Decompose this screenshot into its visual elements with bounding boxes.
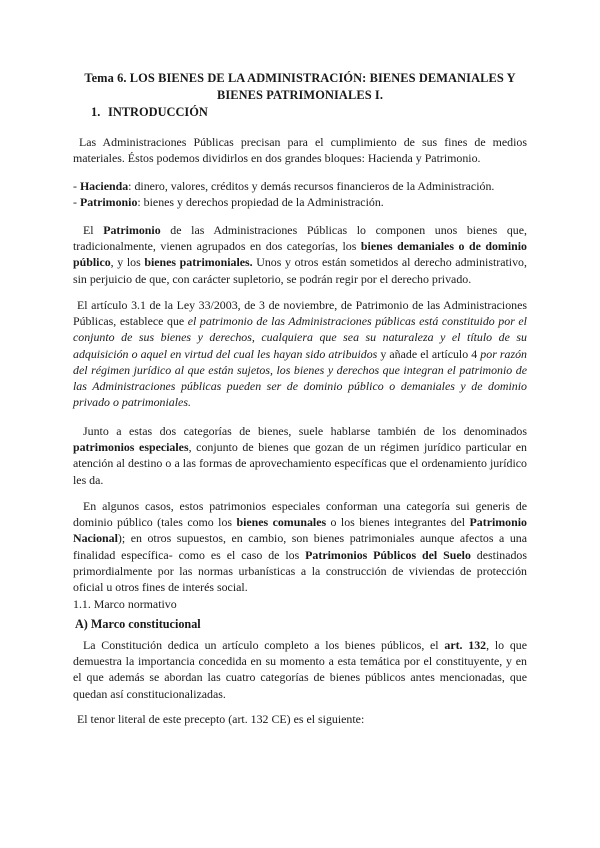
text-run: o los bienes integrantes del	[326, 515, 470, 530]
paragraph-patrimonios-especiales	[73, 423, 527, 488]
list-item-patrimonio	[73, 194, 384, 210]
text-run: de las Administraciones Públicas lo componen unos bienes que, tradicionalmente, vienen agrupados en dos categorías, los	[73, 223, 527, 254]
text-run: , y los	[110, 255, 145, 270]
bullet-term: Patrimonio	[79, 195, 138, 209]
italic-run: el patrimonio de las Administraciones públicas está constituido por el conjunto de sus bienes y derechos, cualquiera que sea su naturaleza y el título de su adquisición o aquel en virtud del cual les hayan sido atribuidos	[73, 314, 527, 361]
paragraph-categorias	[73, 498, 527, 595]
text-run: destinados primordialmente por las normas urbanísticas a la construcción de viviendas de protección oficial u otros fines de interés social.	[73, 547, 527, 595]
bold-run: bienes comunales	[236, 515, 327, 530]
bullet-text: : dinero, valores, créditos y demás recursos financieros de la Administración.	[128, 179, 495, 193]
bullet-text: : bienes y derechos propiedad de la Administración.	[137, 195, 384, 209]
bold-run: Patrimonios Públicos del Suelo	[305, 547, 471, 562]
text-run: Unos y otros están sometidos al derecho administrativo, sin perjuicio de que, con carácter supletorio, se podrán regir por el derecho privado.	[73, 255, 527, 286]
paragraph-constitucion	[73, 637, 527, 702]
bullet-prefix: -	[73, 195, 80, 209]
subsection-heading: 1.1. Marco normativo	[73, 597, 177, 611]
section-heading	[91, 105, 208, 120]
bold-run: Patrimonio	[103, 223, 161, 237]
document-title: Tema 6. LOS BIENES DE LA ADMINISTRACIÓN: BIENES DEMANIALES Y BIENES PATRIMONIALES I.	[84, 71, 516, 102]
italic-run: por razón del régimen jurídico al que están sujetos, los bienes y derechos que integran el patrimonio de las Administraciones públicas pueden ser de dominio público o demaniales y de dominio privado o patrimoniales.	[73, 346, 527, 410]
text-run: y añade el artículo 4	[377, 346, 481, 361]
text-run: Junto a estas dos categorías de bienes, suele hablarse también de los denominados	[83, 424, 527, 438]
bold-run: bienes demaniales o de dominio público	[73, 239, 527, 270]
paragraph-tenor-literal: El tenor literal de este precepto (art. 132 CE) es el siguiente:	[77, 712, 365, 726]
paragraph-articulo	[73, 297, 527, 410]
paragraph-intro: Las Administraciones Públicas precisan para el cumplimiento de sus fines de medios materiales. Éstos podemos dividirlos en dos grandes bloques: Hacienda y Patrimonio.	[73, 135, 527, 166]
text-run: En algunos casos, estos patrimonios especiales conforman una categoría sui generis de dominio público (tales como los	[73, 499, 527, 530]
text-run: El	[83, 223, 104, 237]
bold-run: bienes patrimoniales.	[144, 255, 253, 270]
text-run: ); en otros supuestos, en cambio, son bienes patrimoniales aunque afectos a una finalidad específica- como es el caso de los	[73, 531, 527, 562]
section-number: 1.	[91, 105, 101, 119]
bullet-prefix: -	[73, 179, 80, 193]
text-run: La Constitución dedica un artículo completo a los bienes públicos, el	[83, 638, 445, 652]
subsubsection-heading: A) Marco constitucional	[75, 617, 201, 631]
list-item-hacienda	[73, 178, 494, 194]
text-run: , conjunto de bienes que gozan de un régimen jurídico particular en atención al destino o a las formas de aprovechamiento específicas que el ordenamiento jurídico les da.	[73, 440, 527, 487]
bold-run: Patrimonio Nacional	[73, 515, 527, 546]
bold-run: patrimonios especiales	[73, 440, 189, 455]
bold-run: art. 132	[444, 638, 487, 652]
paragraph-patrimonio	[73, 222, 527, 287]
text-run: El artículo 3.1 de la Ley 33/2003, de 3 de noviembre, de Patrimonio de las Administraciones Públicas, establece que	[73, 298, 527, 329]
section-title: INTRODUCCIÓN	[108, 105, 208, 119]
text-run: , lo que demuestra la importancia concedida en su momento a esta temática por el constituyente, y en el que además se abordan las cuatro categorías de bienes públicos antes mencionadas, que quedan así constitucionalizadas.	[73, 638, 528, 701]
bullet-term: Hacienda	[79, 179, 129, 193]
